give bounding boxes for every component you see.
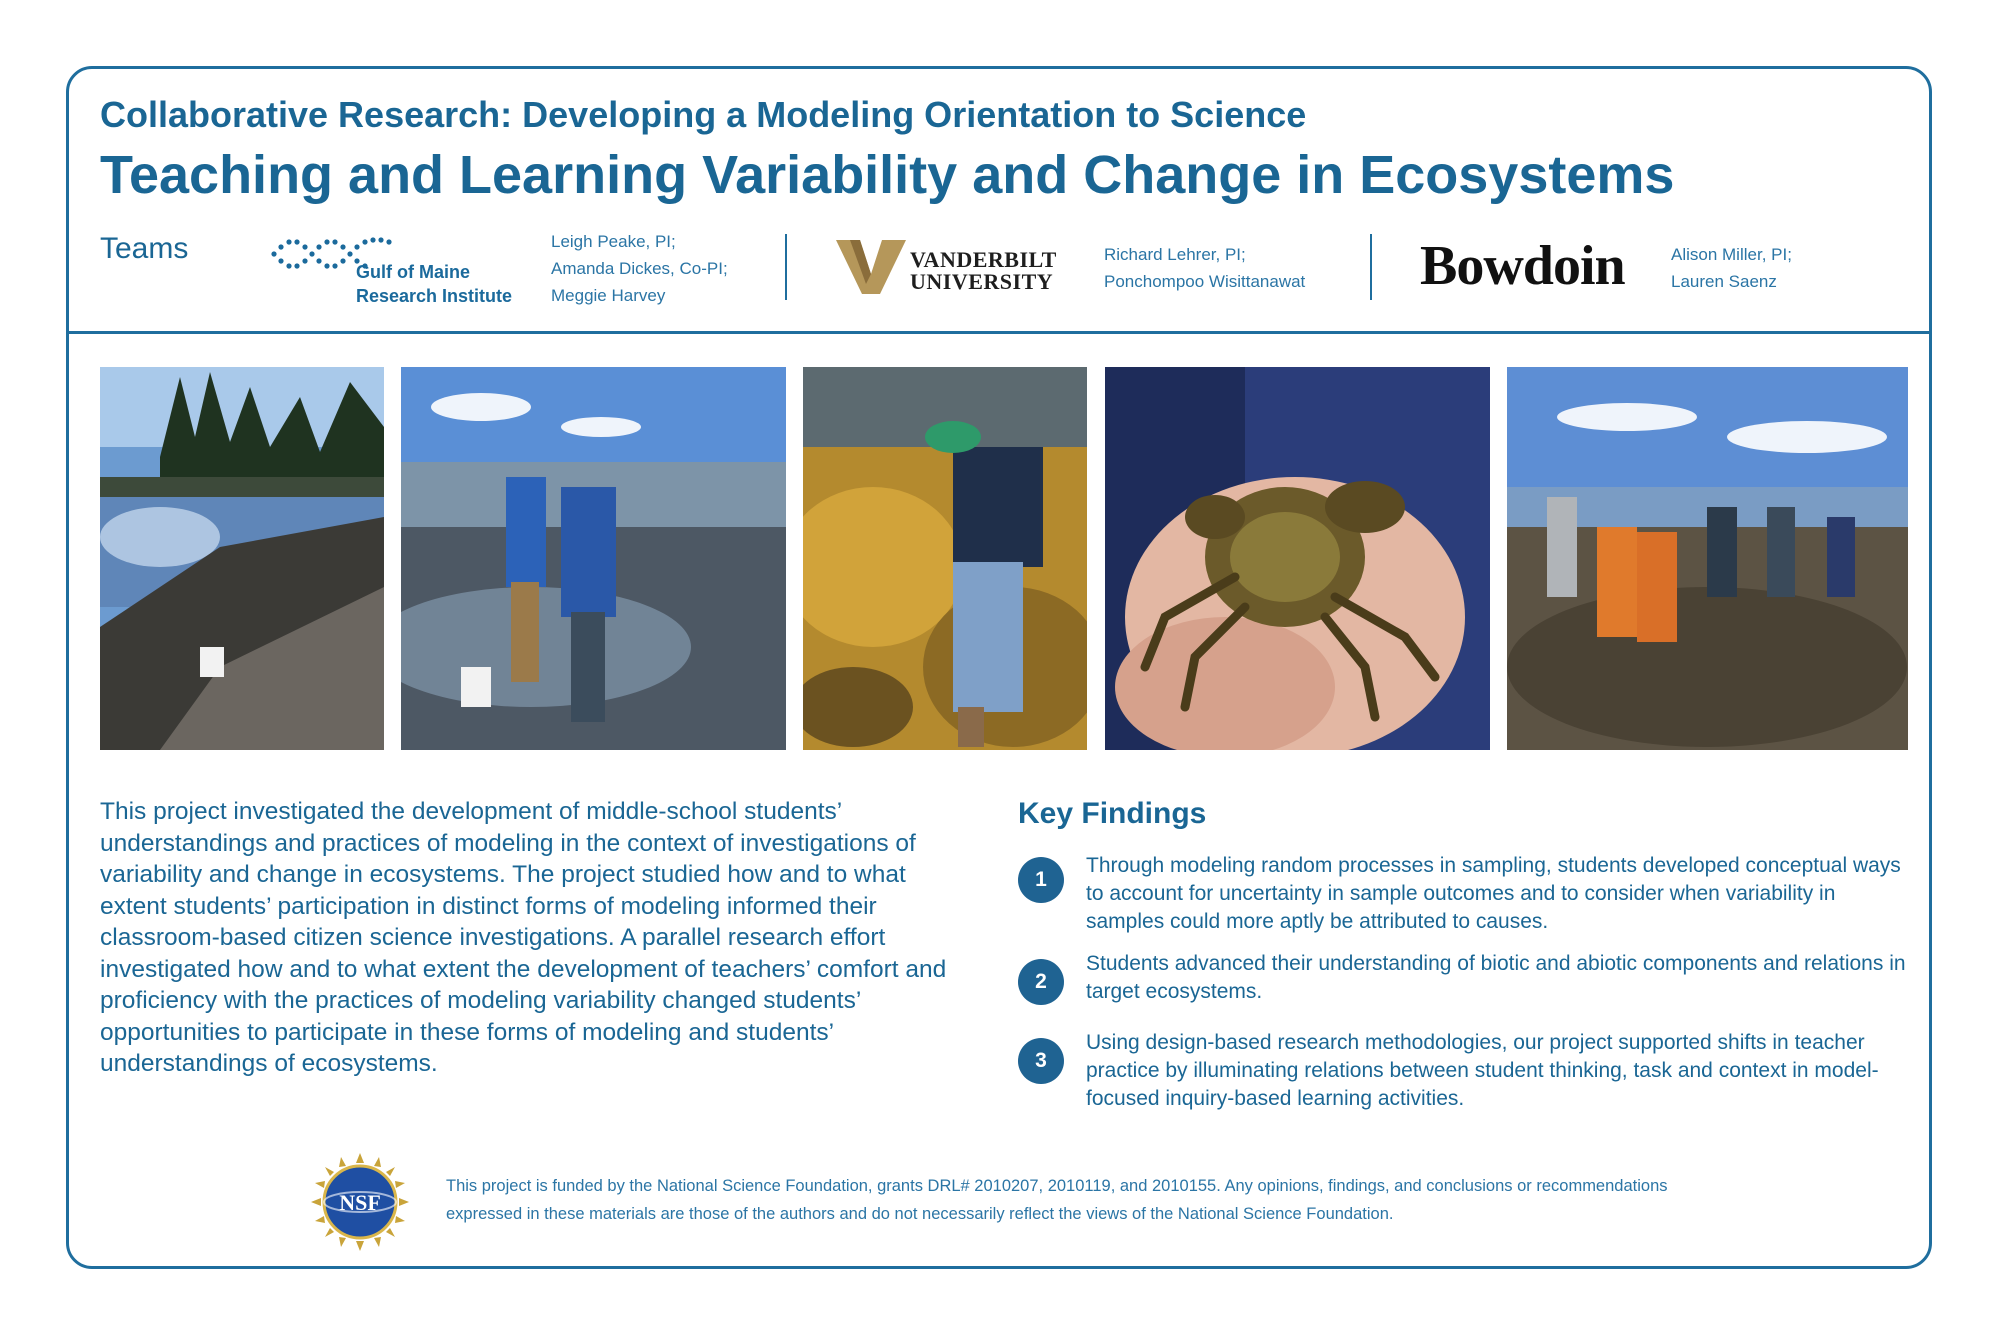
- team-member: Amanda Dickes, Co-PI;: [551, 259, 728, 278]
- rocky-shore-photo: [100, 367, 384, 750]
- vanderbilt-logo-line2: UNIVERSITY: [910, 269, 1054, 294]
- team-divider: [1370, 234, 1372, 300]
- gmri-logo-line2: Research Institute: [356, 286, 513, 306]
- poster-subtitle: Collaborative Research: Developing a Modeling Orientation to Science: [100, 94, 1307, 135]
- team-member: Meggie Harvey: [551, 286, 666, 305]
- key-findings-heading: Key Findings: [1018, 797, 1207, 830]
- crab-in-hand-photo: [1105, 367, 1490, 750]
- finding-text: Using design-based research methodologies, our project supported shifts in teacher practice by illuminating relations between student thinking, task and context in model-focused inquiry-based learning activities.: [1086, 1031, 1879, 1110]
- header-divider: [66, 331, 1932, 334]
- team-member: Leigh Peake, PI;: [551, 232, 676, 251]
- gmri-team-members: [551, 228, 728, 309]
- finding-number-badge: 1: [1018, 857, 1064, 903]
- team-member: Ponchompoo Wisittanawat: [1104, 272, 1306, 291]
- teams-label: Teams: [100, 232, 189, 265]
- finding-text: Through modeling random processes in sampling, students developed conceptual ways to account for uncertainty in sample outcomes and to consider when variability in samples could more aptly be attributed to causes.: [1086, 854, 1901, 933]
- project-description: This project investigated the development of middle-school students’ understandings and practices of modeling in the context of investigations of variability and change in ecosystems. The project studied how and to what extent students’ participation in distinct forms of modeling informed their classroom-based citizen science investigations. A parallel research effort investigated how and to what extent the development of teachers’ comfort and proficiency with the practices of modeling variability changed students’ opportunities to participate in these forms of modeling and students’ understandings of ecosystems.: [100, 798, 947, 1077]
- finding-number-badge: 3: [1018, 1038, 1064, 1084]
- vanderbilt-v-icon: [836, 240, 906, 294]
- team-member: Richard Lehrer, PI;: [1104, 245, 1246, 264]
- bowdoin-logo: Bowdoin: [1420, 235, 1625, 297]
- poster-title: Teaching and Learning Variability and Change in Ecosystems: [100, 145, 1675, 205]
- vanderbilt-logo-line1: VANDERBILT: [910, 247, 1057, 272]
- gmri-logo-line1: Gulf of Maine: [356, 262, 470, 282]
- team-divider: [785, 234, 787, 300]
- finding-number-badge: 2: [1018, 959, 1064, 1005]
- team-member: Lauren Saenz: [1671, 272, 1777, 291]
- funding-statement: This project is funded by the National Science Foundation, grants DRL# 2010207, 2010119, and 2010155. Any opinions, findings, and conclusions or recommendations expressed in these materials are those of the authors and do not necessarily reflect the views of the National Science Foundation.: [446, 1177, 1668, 1223]
- vanderbilt-team-members: [1104, 241, 1305, 295]
- nsf-seal-icon: [311, 1153, 409, 1251]
- nsf-logo-text: NSF: [339, 1190, 381, 1215]
- students-tidal-flat-photo: [401, 367, 786, 750]
- group-rocky-beach-photo: [1507, 367, 1908, 750]
- finding-text: Students advanced their understanding of biotic and abiotic components and relations in target ecosystems.: [1086, 952, 1906, 1003]
- student-seaweed-photo: [803, 367, 1087, 750]
- team-member: Alison Miller, PI;: [1671, 245, 1792, 264]
- bowdoin-team-members: [1671, 241, 1792, 295]
